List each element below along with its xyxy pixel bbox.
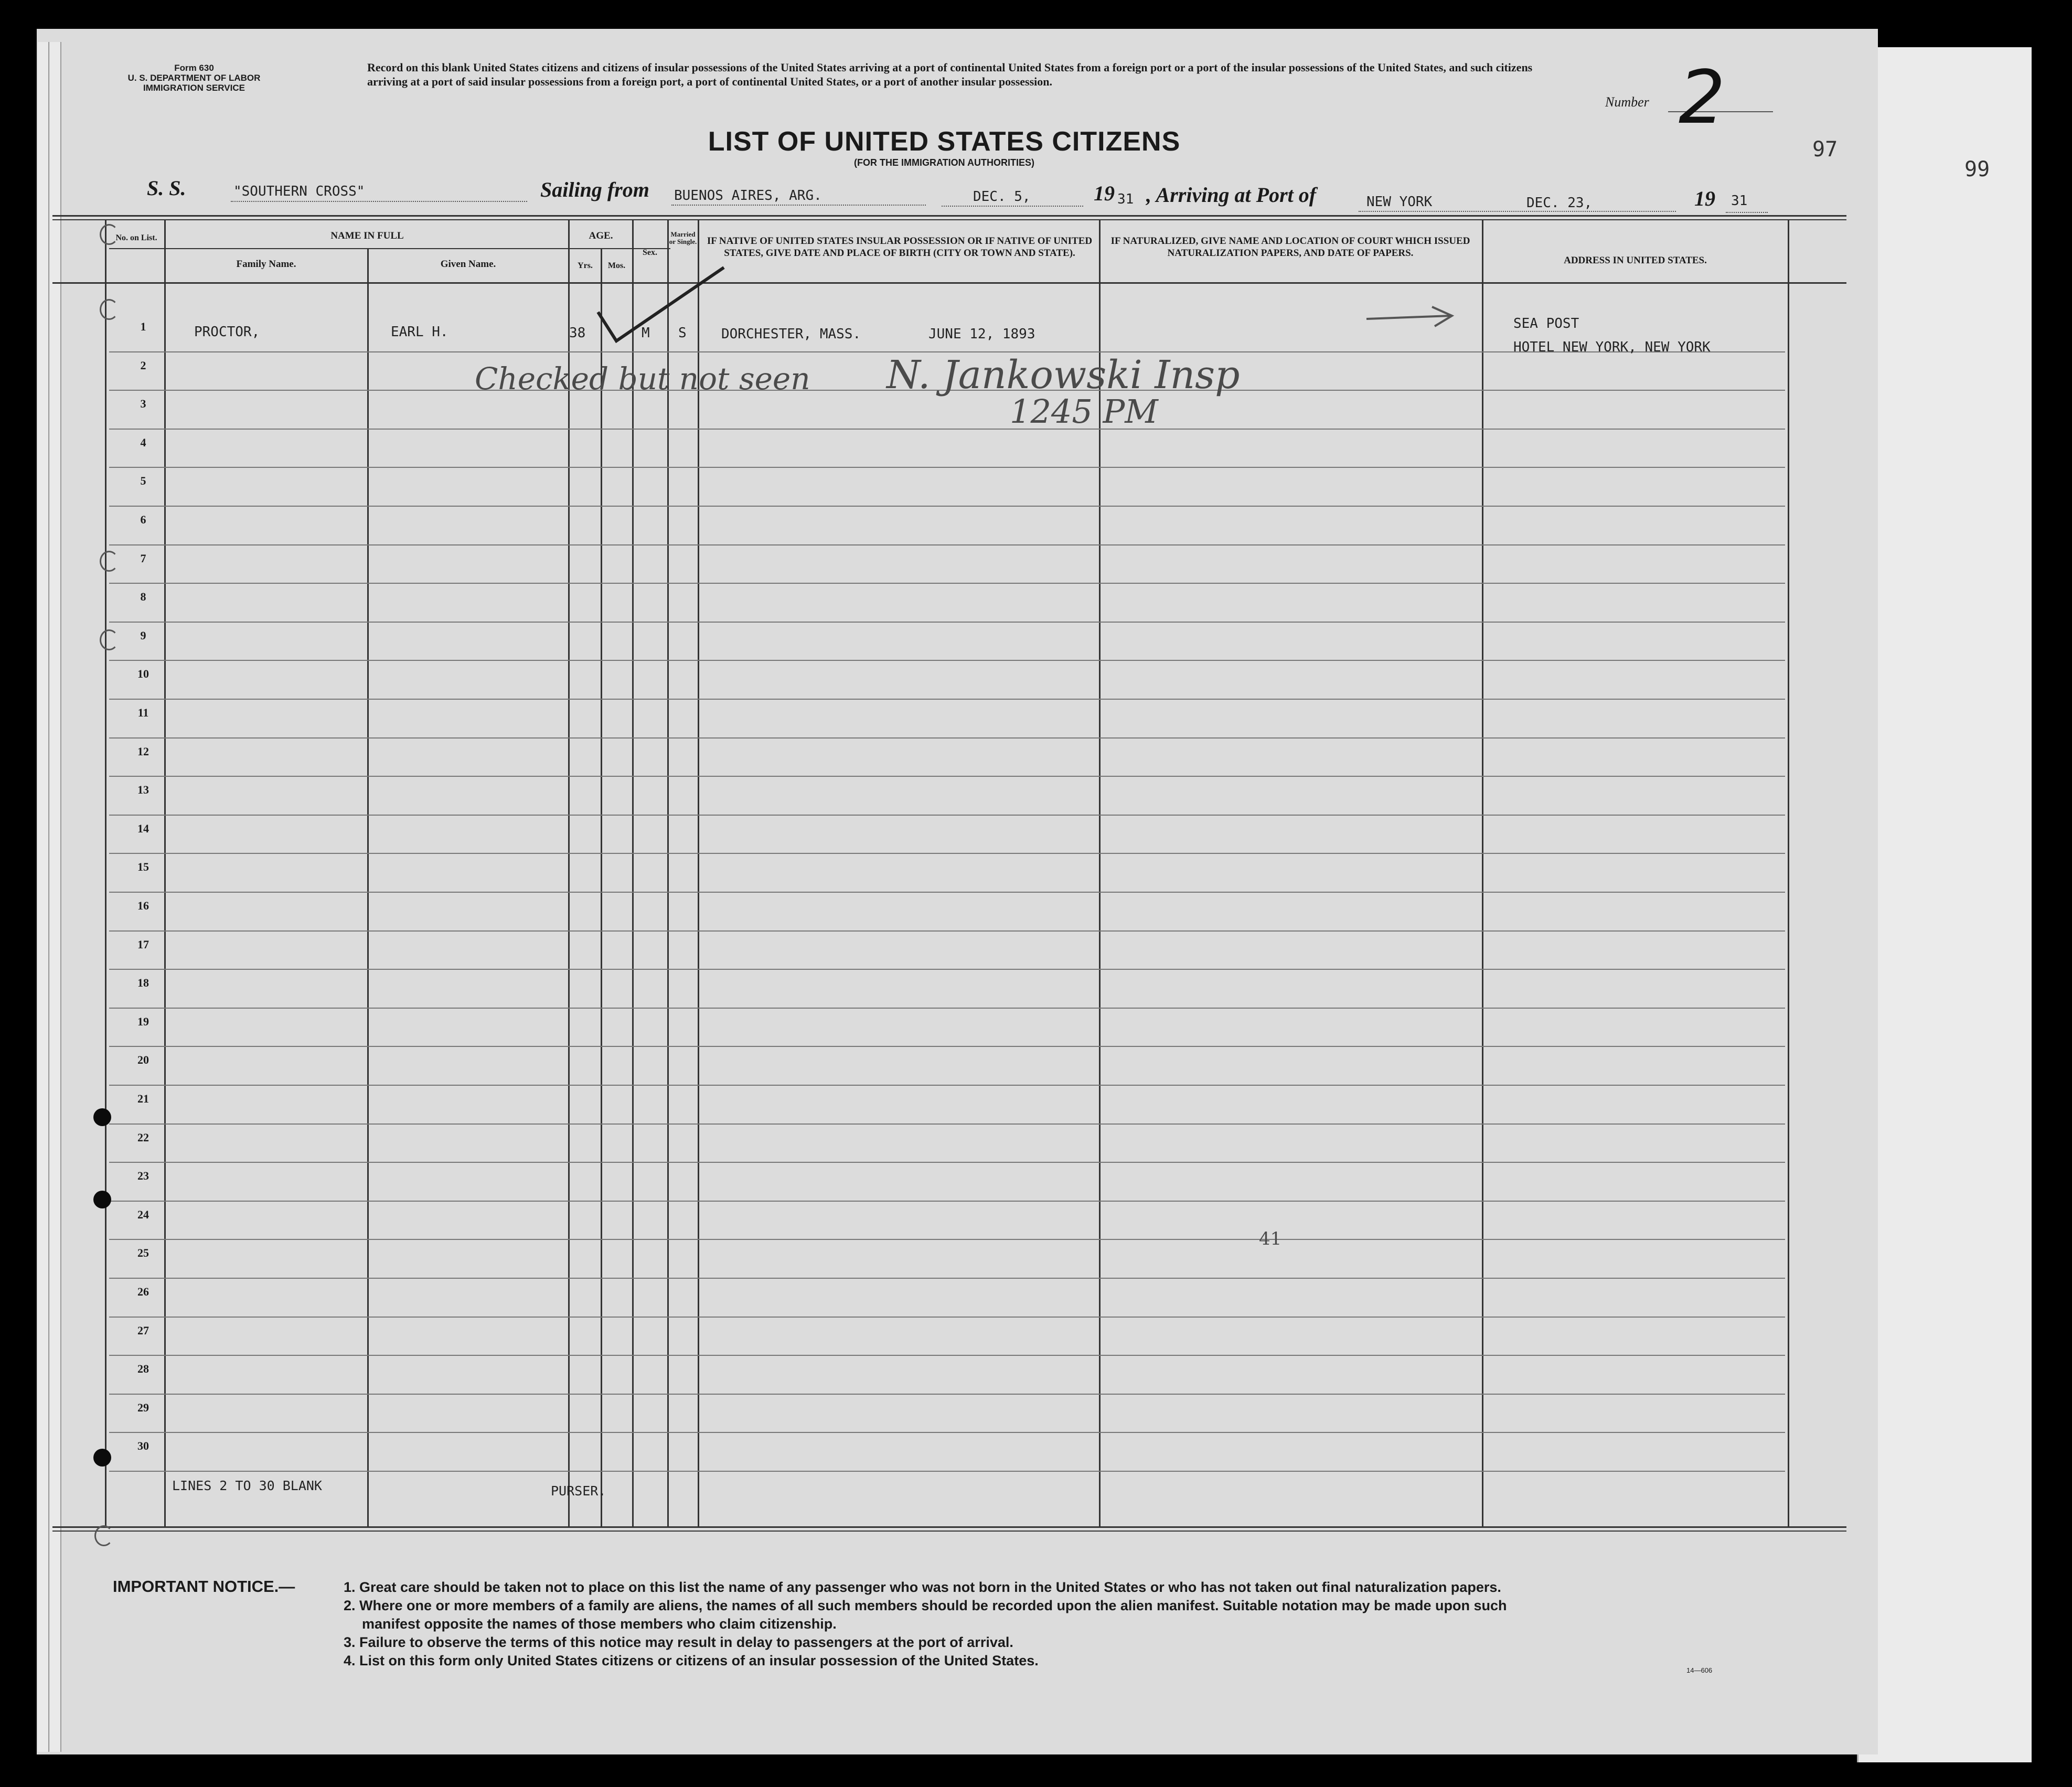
col-divider [568,219,570,1526]
line-number: 2 [140,358,146,372]
entry-birthplace: DORCHESTER, MASS. [721,326,861,342]
entry-age-yrs: 38 [569,325,586,341]
age-subheader-rule [569,248,637,249]
binder-hole [93,1191,111,1208]
number-label: Number [1605,94,1649,110]
header-mos: Mos. [607,261,626,270]
row-rule [109,467,1785,468]
row-rule [109,815,1785,816]
print-code: 14—606 [1686,1666,1713,1674]
line-number: 25 [137,1246,149,1260]
entry-birth-date: JUNE 12, 1893 [928,326,1035,342]
ss-label: S. S. [147,176,186,200]
col-divider [698,219,699,1526]
line-number: 4 [140,435,146,449]
line-number: 19 [137,1014,149,1028]
checked-note: Checked but not seen [475,361,810,397]
row-rule [109,429,1785,430]
line-number: 6 [140,513,146,526]
col-divider [367,248,369,1526]
sailing-label: Sailing from [540,178,649,201]
row-rule [109,699,1785,700]
line-number: 12 [137,744,149,758]
entry-address-line1: SEA POST [1513,316,1579,331]
arrival-year: 31 [1731,193,1748,209]
department: U. S. DEPARTMENT OF LABOR [127,73,261,83]
row-rule [109,1239,1785,1240]
row-rule [109,1085,1785,1086]
arrival-port-underline [1359,211,1676,212]
row-rule [109,660,1785,661]
ship-underline [231,201,527,202]
col-divider [601,248,602,1526]
line-number: 26 [137,1285,149,1298]
page-edge [50,42,61,1752]
col-divider [667,219,669,1526]
row-rule [109,583,1785,584]
line-number: 5 [140,474,146,488]
col-divider [1482,219,1483,1526]
binder-ring [94,1525,113,1546]
sailing-year: 31 [1117,191,1134,207]
page-title: LIST OF UNITED STATES CITIZENS [708,126,1181,157]
line-number: 3 [140,397,146,411]
intro-text: Record on this blank United States citizens and citizens of insular possessions of the United States arriving at a port of continental United States from a foreign port or a port of the insular possessions of the United States, and such citizens arriving at a port of said insular possessions from a foreign port, a port of continental United States, or a port of another insular possession. [367,61,1533,88]
form-number: Form 630 [174,63,214,73]
sailing-date: DEC. 5, [973,189,1031,205]
ship-name: "SOUTHERN CROSS" [233,184,365,199]
line-number: 23 [137,1169,149,1183]
table-top-rule [52,215,1846,217]
sailing-date-underline [942,206,1083,207]
arrow-right-icon [1364,304,1458,330]
stray-mark: 41 [1259,1228,1282,1249]
notice-label: IMPORTANT NOTICE.— [113,1577,295,1596]
arrival-date: DEC. 23, [1526,195,1593,211]
col-divider [1788,219,1789,1526]
header-yrs: Yrs. [578,261,593,270]
binder-ring [100,629,119,650]
row-rule [109,1278,1785,1279]
row-rule [109,1317,1785,1318]
row-rule [109,776,1785,777]
form-id-block [113,63,275,93]
binder-ring [100,551,119,572]
line-number: 20 [137,1053,149,1067]
header-given-name: Given Name. [440,259,496,270]
row-rule [109,1432,1785,1433]
header-family-name: Family Name. [236,259,296,270]
row-rule [109,1162,1785,1163]
entry-sex: M [642,325,650,341]
line-number: 27 [137,1323,149,1337]
arrival-port: NEW YORK [1366,194,1433,210]
sailing-port: BUENOS AIRES, ARG. [674,188,822,204]
purser-label: PURSER. [551,1483,606,1499]
list-number: 2 [1679,55,1726,141]
line-number: 11 [137,706,149,719]
row-rule [109,506,1785,507]
binder-ring [100,224,119,245]
line-number: 9 [140,628,146,642]
notice-item-2: 2. Where one or more members of a family are aliens, the names of all such members should be recorded upon the alien manifest. Suitable notation may be made upon such [344,1598,1507,1613]
row-rule [109,1123,1785,1125]
time-note: 1245 PM [1010,392,1158,431]
adjacent-sheet [1857,47,2032,1762]
line-number: 8 [140,590,146,604]
sailing-year-prefix: 19 [1094,181,1115,205]
binder-hole [93,1108,111,1126]
arrival-year-prefix: 19 [1694,187,1715,210]
line-number: 24 [137,1207,149,1221]
line-number: 29 [137,1400,149,1414]
entry-marital: S [678,325,687,341]
header-age: AGE. [589,230,613,241]
row-rule [109,1355,1785,1356]
header-bottom-rule [52,282,1846,284]
header-address: ADDRESS IN UNITED STATES. [1564,255,1707,266]
header-married-or-single: Married or Single. [669,230,697,245]
header-native: IF NATIVE OF UNITED STATES INSULAR POSSESSION OR IF NATIVE OF UNITED STATES, GIVE DATE AND PLACE OF BIRTH (CITY OR TOWN AND STATE). [707,236,1093,259]
notice-item-2-cont: manifest opposite the names of those members who claim citizenship. [362,1616,837,1632]
row-rule [109,622,1785,623]
arriving-label: , Arriving at Port of [1146,183,1317,207]
row-rule [109,1201,1785,1202]
line-number: 16 [137,899,149,912]
row-rule [109,1008,1785,1009]
line-number: 22 [137,1130,149,1144]
line-number: 14 [137,821,149,835]
row-rule [109,930,1785,932]
line-number: 1 [140,320,146,333]
blank-lines-note: LINES 2 TO 30 BLANK [172,1478,322,1493]
adjacent-page-number: 99 [1964,157,1990,181]
table-bottom-rule-2 [52,1531,1846,1532]
row-rule [109,853,1785,854]
entry-address-line2: HOTEL NEW YORK, NEW YORK [1513,339,1711,355]
page-subtitle: (FOR THE IMMIGRATION AUTHORITIES) [854,157,1034,168]
header-no-on-list: No. on List. [115,233,157,242]
row-rule [109,892,1785,893]
row-rule [109,737,1785,739]
inspector-signature: N. Jankowski Insp [887,352,1240,398]
line-number: 15 [137,860,149,874]
check-mark-icon [593,262,729,351]
entry-family-name: PROCTOR, [194,324,260,340]
row-rule [109,544,1785,545]
header-sex: Sex. [643,248,657,257]
col-divider [632,219,634,1526]
line-number: 13 [137,783,149,797]
table-top-rule-2 [52,219,1846,220]
table-bottom-rule [52,1526,1846,1528]
notice-item-4: 4. List on this form only United States citizens or citizens of an insular possession of the United States. [344,1653,1039,1668]
page-edge [38,42,49,1752]
header-name-in-full: NAME IN FULL [330,230,404,241]
col-divider [105,219,106,1526]
row-rule [109,1046,1785,1047]
line-number: 21 [137,1092,149,1105]
notice-item-1: 1. Great care should be taken not to place on this list the name of any passenger who was not born in the United States or who has not taken out final naturalization papers. [344,1579,1501,1595]
line-number: 7 [140,551,146,565]
line-number: 10 [137,667,149,681]
entry-given-name: EARL H. [391,324,448,340]
page-number: 97 [1812,137,1838,162]
notice-item-3: 3. Failure to observe the terms of this notice may result in delay to passengers at the port of arrival. [344,1634,1013,1650]
row-rule [109,1394,1785,1395]
line-number: 17 [137,937,149,951]
binder-ring [100,299,119,320]
line-number: 28 [137,1362,149,1376]
line-number: 30 [137,1439,149,1453]
service: IMMIGRATION SERVICE [143,83,245,93]
header-naturalized: IF NATURALIZED, GIVE NAME AND LOCATION OF COURT WHICH ISSUED NATURALIZATION PAPERS, AND DATE OF PAPERS. [1110,236,1470,259]
line-number: 18 [137,976,149,990]
row-rule [109,969,1785,970]
arrival-year-underline [1726,212,1768,213]
binder-hole [93,1449,111,1467]
sailing-port-underline [671,205,926,206]
row-rule [109,1471,1785,1472]
